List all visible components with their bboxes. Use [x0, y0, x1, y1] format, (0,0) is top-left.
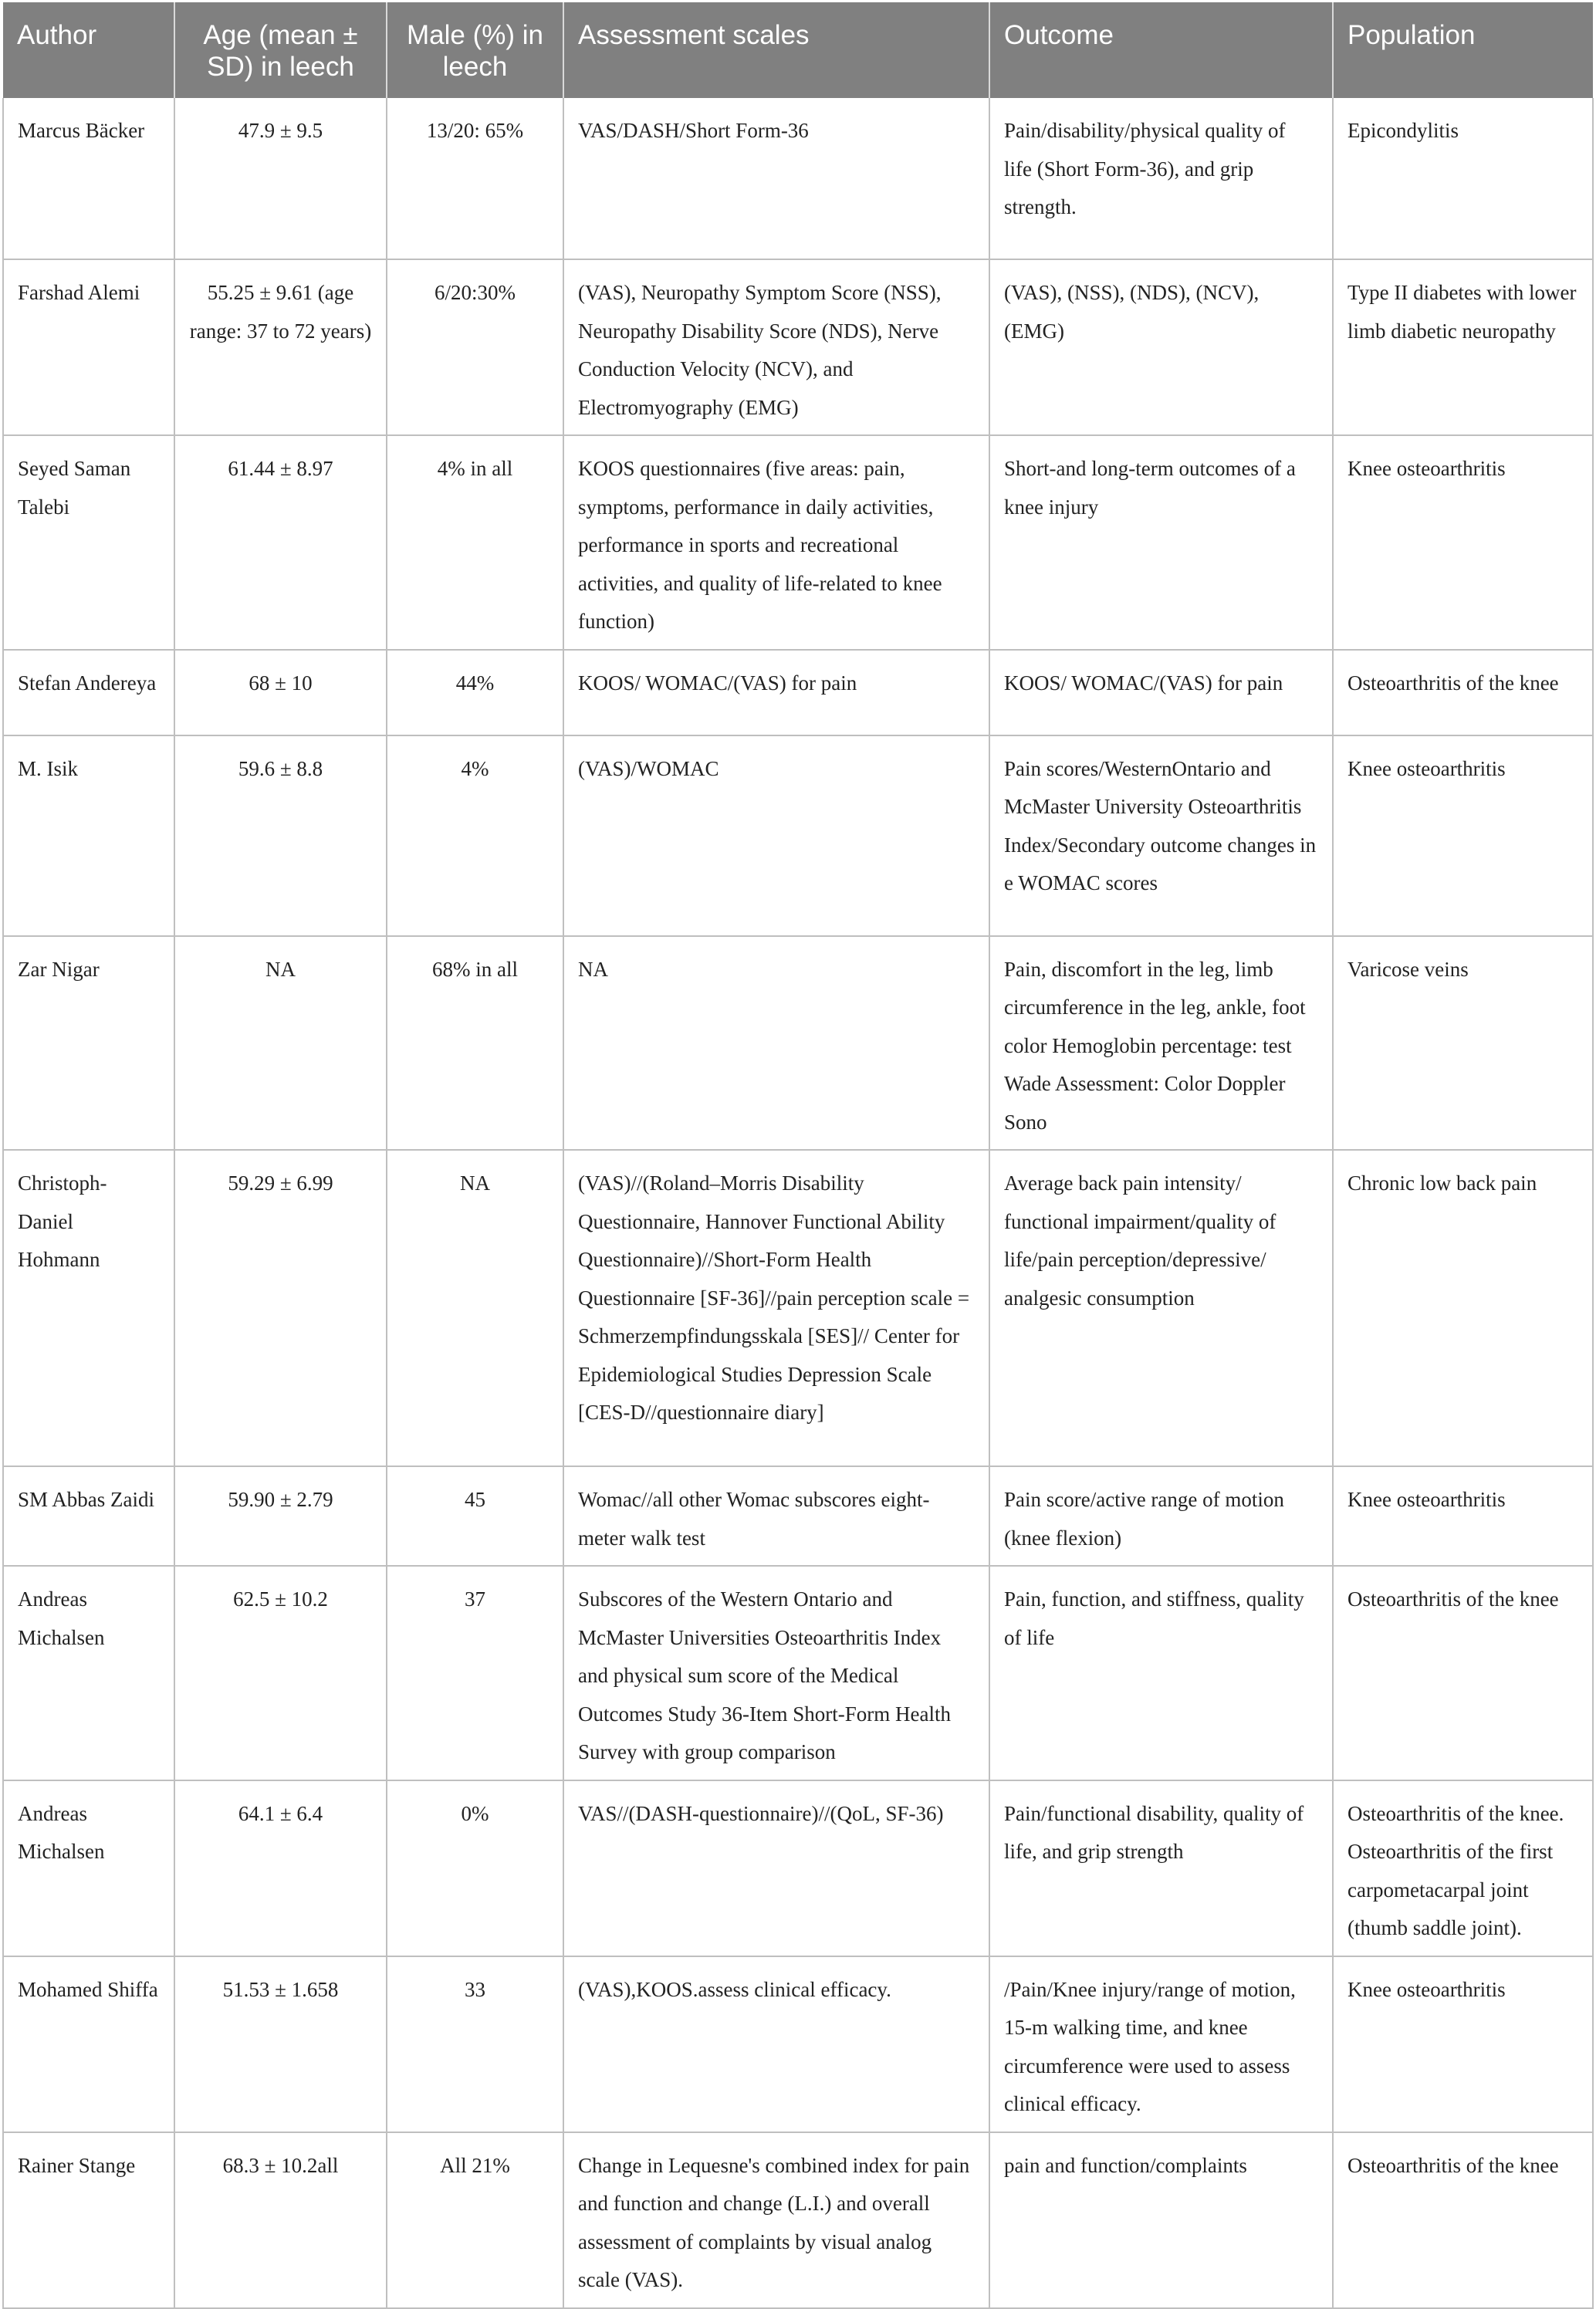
cell-outcome: Pain, function, and stiffness, quality of life — [989, 1566, 1333, 1780]
cell-population: Knee osteoarthritis — [1333, 435, 1593, 650]
cell-age: 68 ± 10 — [174, 650, 387, 735]
table-row — [3, 1780, 1593, 1956]
table-row — [3, 650, 1593, 735]
cell-population: Type II diabetes with lower limb diabetic neuropathy — [1333, 259, 1593, 435]
cell-author: Zar Nigar — [3, 936, 174, 1151]
table-row — [3, 1566, 1593, 1780]
cell-assessment-scales: (VAS), Neuropathy Symptom Score (NSS), Neuropathy Disability Score (NDS), Nerve Conduction Velocity (NCV), and Electromyography (EMG) — [563, 259, 989, 435]
cell-population: Osteoarthritis of the knee — [1333, 1566, 1593, 1780]
cell-population: Knee osteoarthritis — [1333, 1956, 1593, 2132]
cell-population: Osteoarthritis of the knee — [1333, 650, 1593, 735]
cell-outcome: pain and function/complaints — [989, 2132, 1333, 2308]
cell-outcome: Pain score/active range of motion (knee flexion) — [989, 1466, 1333, 1566]
table-row — [3, 259, 1593, 435]
cell-author: Christoph-Daniel Hohmann — [3, 1150, 174, 1466]
header-male: Male (%) in leech — [387, 2, 563, 98]
cell-male: All 21% — [387, 2132, 563, 2308]
table-row — [3, 936, 1593, 1151]
cell-male: 6/20:30% — [387, 259, 563, 435]
header-row — [3, 2, 1593, 98]
cell-assessment-scales: NA — [563, 936, 989, 1151]
cell-assessment-scales: Subscores of the Western Ontario and McMaster Universities Osteoarthritis Index and physical sum score of the Medical Outcomes Study 36-Item Short-Form Health Survey with group comparison — [563, 1566, 989, 1780]
table-row — [3, 2132, 1593, 2308]
header-assessment-scales: Assessment scales — [563, 2, 989, 98]
cell-male: 4% — [387, 735, 563, 936]
cell-author: Rainer Stange — [3, 2132, 174, 2308]
cell-age: 59.6 ± 8.8 — [174, 735, 387, 936]
cell-assessment-scales: (VAS),KOOS.assess clinical efficacy. — [563, 1956, 989, 2132]
table-row — [3, 1466, 1593, 1566]
cell-outcome: /Pain/Knee injury/range of motion, 15-m walking time, and knee circumference were used to assess clinical efficacy. — [989, 1956, 1333, 2132]
cell-assessment-scales: VAS/DASH/Short Form-36 — [563, 98, 989, 259]
table-header — [3, 2, 1593, 98]
cell-author: Andreas Michalsen — [3, 1780, 174, 1956]
cell-outcome: (VAS), (NSS), (NDS), (NCV), (EMG) — [989, 259, 1333, 435]
cell-age: NA — [174, 936, 387, 1151]
cell-author: Farshad Alemi — [3, 259, 174, 435]
header-age: Age (mean ± SD) in leech — [174, 2, 387, 98]
table-body — [3, 98, 1593, 2308]
cell-assessment-scales: VAS//(DASH-questionnaire)//(QoL, SF-36) — [563, 1780, 989, 1956]
cell-author: M. Isik — [3, 735, 174, 936]
header-population: Population — [1333, 2, 1593, 98]
cell-author: Marcus Bäcker — [3, 98, 174, 259]
cell-male: 68% in all — [387, 936, 563, 1151]
cell-population: Chronic low back pain — [1333, 1150, 1593, 1466]
cell-assessment-scales: KOOS questionnaires (five areas: pain, symptoms, performance in daily activities, performance in sports and recreational activities, and quality of life-related to knee function) — [563, 435, 989, 650]
cell-population: Epicondylitis — [1333, 98, 1593, 259]
cell-age: 68.3 ± 10.2all — [174, 2132, 387, 2308]
cell-age: 64.1 ± 6.4 — [174, 1780, 387, 1956]
cell-assessment-scales: Womac//all other Womac subscores eight-meter walk test — [563, 1466, 989, 1566]
cell-age: 59.90 ± 2.79 — [174, 1466, 387, 1566]
cell-assessment-scales: (VAS)/WOMAC — [563, 735, 989, 936]
cell-age: 62.5 ± 10.2 — [174, 1566, 387, 1780]
cell-population: Knee osteoarthritis — [1333, 1466, 1593, 1566]
cell-outcome: Pain/disability/physical quality of life (Short Form-36), and grip strength. — [989, 98, 1333, 259]
cell-male: 4% in all — [387, 435, 563, 650]
table-row — [3, 435, 1593, 650]
table-row — [3, 1150, 1593, 1466]
cell-outcome: KOOS/ WOMAC/(VAS) for pain — [989, 650, 1333, 735]
cell-outcome: Pain scores/WesternOntario and McMaster University Osteoarthritis Index/Secondary outcome changes in e WOMAC scores — [989, 735, 1333, 936]
cell-author: SM Abbas Zaidi — [3, 1466, 174, 1566]
cell-male: 45 — [387, 1466, 563, 1566]
cell-outcome: Short-and long-term outcomes of a knee injury — [989, 435, 1333, 650]
cell-population: Osteoarthritis of the knee — [1333, 2132, 1593, 2308]
cell-assessment-scales: KOOS/ WOMAC/(VAS) for pain — [563, 650, 989, 735]
table-row — [3, 98, 1593, 259]
table-row — [3, 735, 1593, 936]
cell-author: Mohamed Shiffa — [3, 1956, 174, 2132]
cell-age: 47.9 ± 9.5 — [174, 98, 387, 259]
cell-outcome: Average back pain intensity/ functional impairment/quality of life/pain perception/depressive/ analgesic consumption — [989, 1150, 1333, 1466]
table-row — [3, 1956, 1593, 2132]
cell-author: Andreas Michalsen — [3, 1566, 174, 1780]
cell-male: NA — [387, 1150, 563, 1466]
cell-population: Osteoarthritis of the knee. Osteoarthritis of the first carpometacarpal joint (thumb saddle joint). — [1333, 1780, 1593, 1956]
study-table — [2, 2, 1594, 2309]
cell-male: 0% — [387, 1780, 563, 1956]
cell-assessment-scales: (VAS)//(Roland–Morris Disability Questionnaire, Hannover Functional Ability Questionnaire)//Short-Form Health Questionnaire [SF-36]//pain perception scale = Schmerzempfindungsskala [SES]// Center for Epidemiological Studies Depression Scale [CES-D//questionnaire diary] — [563, 1150, 989, 1466]
cell-age: 61.44 ± 8.97 — [174, 435, 387, 650]
cell-outcome: Pain, discomfort in the leg, limb circumference in the leg, ankle, foot color Hemoglobin percentage: test Wade Assessment: Color Doppler Sono — [989, 936, 1333, 1151]
cell-population: Varicose veins — [1333, 936, 1593, 1151]
cell-assessment-scales: Change in Lequesne's combined index for pain and function and change (L.I.) and overall assessment of complaints by visual analog scale (VAS). — [563, 2132, 989, 2308]
cell-male: 37 — [387, 1566, 563, 1780]
cell-author: Stefan Andereya — [3, 650, 174, 735]
header-outcome: Outcome — [989, 2, 1333, 98]
header-author: Author — [3, 2, 174, 98]
cell-outcome: Pain/functional disability, quality of life, and grip strength — [989, 1780, 1333, 1956]
cell-population: Knee osteoarthritis — [1333, 735, 1593, 936]
cell-male: 44% — [387, 650, 563, 735]
cell-author: Seyed Saman Talebi — [3, 435, 174, 650]
cell-male: 13/20: 65% — [387, 98, 563, 259]
cell-age: 59.29 ± 6.99 — [174, 1150, 387, 1466]
cell-age: 51.53 ± 1.658 — [174, 1956, 387, 2132]
cell-age: 55.25 ± 9.61 (age range: 37 to 72 years) — [174, 259, 387, 435]
cell-male: 33 — [387, 1956, 563, 2132]
